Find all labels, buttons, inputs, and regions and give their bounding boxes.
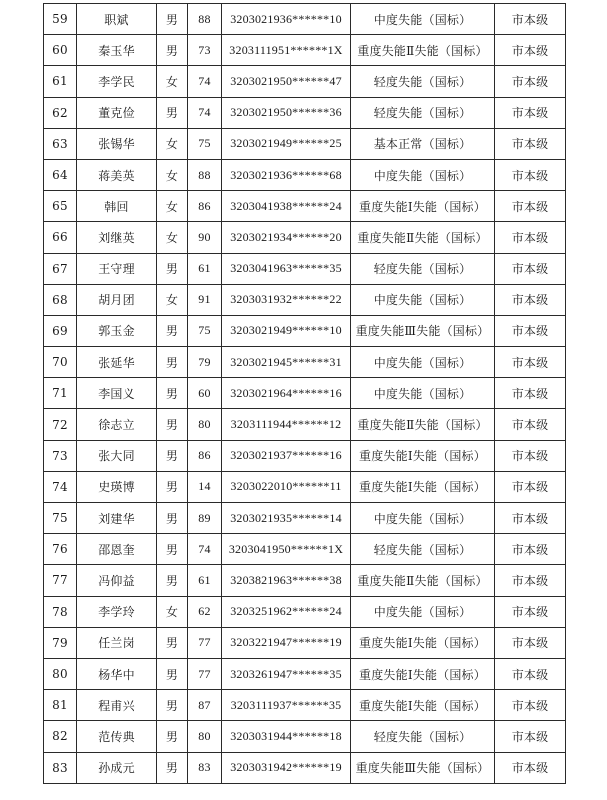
sex-cell: 男	[157, 534, 188, 565]
table-body	[44, 4, 566, 784]
sex-cell: 女	[157, 596, 188, 627]
name-cell: 李国义	[77, 378, 157, 409]
disability-status-cell: 重度失能Ⅰ失能（国标）	[351, 440, 495, 471]
id-number-cell: 3203111951******1X	[222, 35, 351, 66]
table-row	[44, 253, 566, 284]
age-cell: 83	[188, 752, 222, 783]
sex-cell: 女	[157, 66, 188, 97]
assessment-table	[43, 3, 566, 784]
sex-cell: 男	[157, 35, 188, 66]
table-row	[44, 347, 566, 378]
row-number-cell: 75	[44, 503, 77, 534]
row-number-cell: 81	[44, 690, 77, 721]
name-cell: 徐志立	[77, 409, 157, 440]
id-number-cell: 3203021964******16	[222, 378, 351, 409]
admin-level-cell: 市本级	[495, 409, 566, 440]
sex-cell: 女	[157, 191, 188, 222]
table-row	[44, 378, 566, 409]
name-cell: 秦玉华	[77, 35, 157, 66]
name-cell: 张延华	[77, 347, 157, 378]
age-cell: 75	[188, 315, 222, 346]
name-cell: 李学玲	[77, 596, 157, 627]
row-number-cell: 79	[44, 627, 77, 658]
sex-cell: 男	[157, 409, 188, 440]
name-cell: 王守理	[77, 253, 157, 284]
age-cell: 79	[188, 347, 222, 378]
age-cell: 77	[188, 627, 222, 658]
name-cell: 张锡华	[77, 128, 157, 159]
disability-status-cell: 中度失能（国标）	[351, 284, 495, 315]
row-number-cell: 71	[44, 378, 77, 409]
admin-level-cell: 市本级	[495, 128, 566, 159]
table-row	[44, 128, 566, 159]
id-number-cell: 3203021949******10	[222, 315, 351, 346]
row-number-cell: 59	[44, 4, 77, 35]
admin-level-cell: 市本级	[495, 97, 566, 128]
disability-status-cell: 重度失能Ⅰ失能（国标）	[351, 471, 495, 502]
id-number-cell: 3203041938******24	[222, 191, 351, 222]
table-row	[44, 721, 566, 752]
disability-status-cell: 重度失能Ⅱ失能（国标）	[351, 565, 495, 596]
id-number-cell: 3203821963******38	[222, 565, 351, 596]
sex-cell: 男	[157, 253, 188, 284]
row-number-cell: 72	[44, 409, 77, 440]
disability-status-cell: 重度失能Ⅰ失能（国标）	[351, 658, 495, 689]
row-number-cell: 69	[44, 315, 77, 346]
table-row	[44, 596, 566, 627]
name-cell: 史瑛博	[77, 471, 157, 502]
row-number-cell: 61	[44, 66, 77, 97]
disability-status-cell: 重度失能Ⅰ失能（国标）	[351, 627, 495, 658]
sex-cell: 男	[157, 315, 188, 346]
name-cell: 郭玉金	[77, 315, 157, 346]
row-number-cell: 77	[44, 565, 77, 596]
admin-level-cell: 市本级	[495, 471, 566, 502]
admin-level-cell: 市本级	[495, 315, 566, 346]
sex-cell: 女	[157, 159, 188, 190]
sex-cell: 女	[157, 284, 188, 315]
age-cell: 88	[188, 4, 222, 35]
disability-status-cell: 轻度失能（国标）	[351, 534, 495, 565]
disability-status-cell: 轻度失能（国标）	[351, 97, 495, 128]
row-number-cell: 63	[44, 128, 77, 159]
age-cell: 80	[188, 409, 222, 440]
admin-level-cell: 市本级	[495, 752, 566, 783]
name-cell: 范传典	[77, 721, 157, 752]
age-cell: 14	[188, 471, 222, 502]
row-number-cell: 65	[44, 191, 77, 222]
disability-status-cell: 基本正常（国标）	[351, 128, 495, 159]
row-number-cell: 60	[44, 35, 77, 66]
disability-status-cell: 中度失能（国标）	[351, 4, 495, 35]
id-number-cell: 3203021949******25	[222, 128, 351, 159]
name-cell: 刘继英	[77, 222, 157, 253]
row-number-cell: 83	[44, 752, 77, 783]
table-row	[44, 503, 566, 534]
disability-status-cell: 中度失能（国标）	[351, 503, 495, 534]
name-cell: 刘建华	[77, 503, 157, 534]
age-cell: 61	[188, 565, 222, 596]
row-number-cell: 68	[44, 284, 77, 315]
table-row	[44, 159, 566, 190]
name-cell: 程甫兴	[77, 690, 157, 721]
sex-cell: 女	[157, 222, 188, 253]
sex-cell: 男	[157, 721, 188, 752]
name-cell: 任兰岗	[77, 627, 157, 658]
age-cell: 61	[188, 253, 222, 284]
table-row	[44, 565, 566, 596]
admin-level-cell: 市本级	[495, 35, 566, 66]
row-number-cell: 70	[44, 347, 77, 378]
table-row	[44, 627, 566, 658]
sex-cell: 男	[157, 347, 188, 378]
disability-status-cell: 中度失能（国标）	[351, 596, 495, 627]
table-row	[44, 222, 566, 253]
name-cell: 韩回	[77, 191, 157, 222]
id-number-cell: 3203021937******16	[222, 440, 351, 471]
name-cell: 蒋美英	[77, 159, 157, 190]
age-cell: 62	[188, 596, 222, 627]
disability-status-cell: 重度失能Ⅱ失能（国标）	[351, 222, 495, 253]
id-number-cell: 3203041963******35	[222, 253, 351, 284]
id-number-cell: 3203261947******35	[222, 658, 351, 689]
id-number-cell: 3203031942******19	[222, 752, 351, 783]
row-number-cell: 67	[44, 253, 77, 284]
disability-status-cell: 轻度失能（国标）	[351, 721, 495, 752]
age-cell: 74	[188, 534, 222, 565]
table-row	[44, 35, 566, 66]
name-cell: 职斌	[77, 4, 157, 35]
age-cell: 86	[188, 440, 222, 471]
admin-level-cell: 市本级	[495, 627, 566, 658]
table-row	[44, 191, 566, 222]
id-number-cell: 3203021934******20	[222, 222, 351, 253]
disability-status-cell: 重度失能Ⅰ失能（国标）	[351, 191, 495, 222]
name-cell: 胡月团	[77, 284, 157, 315]
id-number-cell: 3203041950******1X	[222, 534, 351, 565]
admin-level-cell: 市本级	[495, 565, 566, 596]
age-cell: 89	[188, 503, 222, 534]
age-cell: 74	[188, 66, 222, 97]
name-cell: 孙成元	[77, 752, 157, 783]
admin-level-cell: 市本级	[495, 66, 566, 97]
id-number-cell: 3203111937******35	[222, 690, 351, 721]
sex-cell: 男	[157, 690, 188, 721]
name-cell: 张大同	[77, 440, 157, 471]
admin-level-cell: 市本级	[495, 503, 566, 534]
id-number-cell: 3203021936******68	[222, 159, 351, 190]
name-cell: 李学民	[77, 66, 157, 97]
id-number-cell: 3203021936******10	[222, 4, 351, 35]
sex-cell: 男	[157, 565, 188, 596]
table-row	[44, 752, 566, 783]
age-cell: 60	[188, 378, 222, 409]
id-number-cell: 3203022010******11	[222, 471, 351, 502]
row-number-cell: 78	[44, 596, 77, 627]
row-number-cell: 80	[44, 658, 77, 689]
row-number-cell: 66	[44, 222, 77, 253]
age-cell: 77	[188, 658, 222, 689]
id-number-cell: 3203031944******18	[222, 721, 351, 752]
admin-level-cell: 市本级	[495, 440, 566, 471]
table-row	[44, 658, 566, 689]
disability-status-cell: 中度失能（国标）	[351, 378, 495, 409]
admin-level-cell: 市本级	[495, 596, 566, 627]
name-cell: 冯仰益	[77, 565, 157, 596]
sex-cell: 男	[157, 503, 188, 534]
age-cell: 75	[188, 128, 222, 159]
admin-level-cell: 市本级	[495, 222, 566, 253]
sex-cell: 男	[157, 440, 188, 471]
name-cell: 邵恩奎	[77, 534, 157, 565]
sex-cell: 男	[157, 4, 188, 35]
admin-level-cell: 市本级	[495, 191, 566, 222]
sex-cell: 男	[157, 658, 188, 689]
row-number-cell: 73	[44, 440, 77, 471]
age-cell: 86	[188, 191, 222, 222]
admin-level-cell: 市本级	[495, 378, 566, 409]
admin-level-cell: 市本级	[495, 159, 566, 190]
table-row	[44, 284, 566, 315]
admin-level-cell: 市本级	[495, 347, 566, 378]
id-number-cell: 3203021950******47	[222, 66, 351, 97]
table-row	[44, 409, 566, 440]
age-cell: 88	[188, 159, 222, 190]
row-number-cell: 76	[44, 534, 77, 565]
disability-status-cell: 中度失能（国标）	[351, 347, 495, 378]
table-row	[44, 315, 566, 346]
id-number-cell: 3203031932******22	[222, 284, 351, 315]
id-number-cell: 3203021950******36	[222, 97, 351, 128]
row-number-cell: 62	[44, 97, 77, 128]
admin-level-cell: 市本级	[495, 4, 566, 35]
disability-status-cell: 中度失能（国标）	[351, 159, 495, 190]
name-cell: 杨华中	[77, 658, 157, 689]
table-row	[44, 4, 566, 35]
disability-status-cell: 轻度失能（国标）	[351, 66, 495, 97]
table-row	[44, 534, 566, 565]
table-row	[44, 440, 566, 471]
admin-level-cell: 市本级	[495, 534, 566, 565]
age-cell: 90	[188, 222, 222, 253]
sex-cell: 男	[157, 471, 188, 502]
id-number-cell: 3203221947******19	[222, 627, 351, 658]
disability-status-cell: 重度失能Ⅱ失能（国标）	[351, 409, 495, 440]
table-row	[44, 690, 566, 721]
disability-status-cell: 重度失能Ⅲ失能（国标）	[351, 315, 495, 346]
age-cell: 74	[188, 97, 222, 128]
disability-status-cell: 重度失能Ⅰ失能（国标）	[351, 690, 495, 721]
row-number-cell: 82	[44, 721, 77, 752]
sex-cell: 女	[157, 128, 188, 159]
age-cell: 87	[188, 690, 222, 721]
admin-level-cell: 市本级	[495, 721, 566, 752]
row-number-cell: 74	[44, 471, 77, 502]
id-number-cell: 3203021945******31	[222, 347, 351, 378]
age-cell: 91	[188, 284, 222, 315]
admin-level-cell: 市本级	[495, 284, 566, 315]
id-number-cell: 3203251962******24	[222, 596, 351, 627]
disability-status-cell: 重度失能Ⅲ失能（国标）	[351, 752, 495, 783]
age-cell: 80	[188, 721, 222, 752]
table-row	[44, 97, 566, 128]
admin-level-cell: 市本级	[495, 658, 566, 689]
disability-status-cell: 重度失能Ⅱ失能（国标）	[351, 35, 495, 66]
admin-level-cell: 市本级	[495, 690, 566, 721]
table-row	[44, 66, 566, 97]
admin-level-cell: 市本级	[495, 253, 566, 284]
sex-cell: 男	[157, 627, 188, 658]
sex-cell: 男	[157, 378, 188, 409]
disability-status-cell: 轻度失能（国标）	[351, 253, 495, 284]
id-number-cell: 3203111944******12	[222, 409, 351, 440]
age-cell: 73	[188, 35, 222, 66]
id-number-cell: 3203021935******14	[222, 503, 351, 534]
name-cell: 董克俭	[77, 97, 157, 128]
table-row	[44, 471, 566, 502]
sex-cell: 男	[157, 752, 188, 783]
sex-cell: 男	[157, 97, 188, 128]
row-number-cell: 64	[44, 159, 77, 190]
